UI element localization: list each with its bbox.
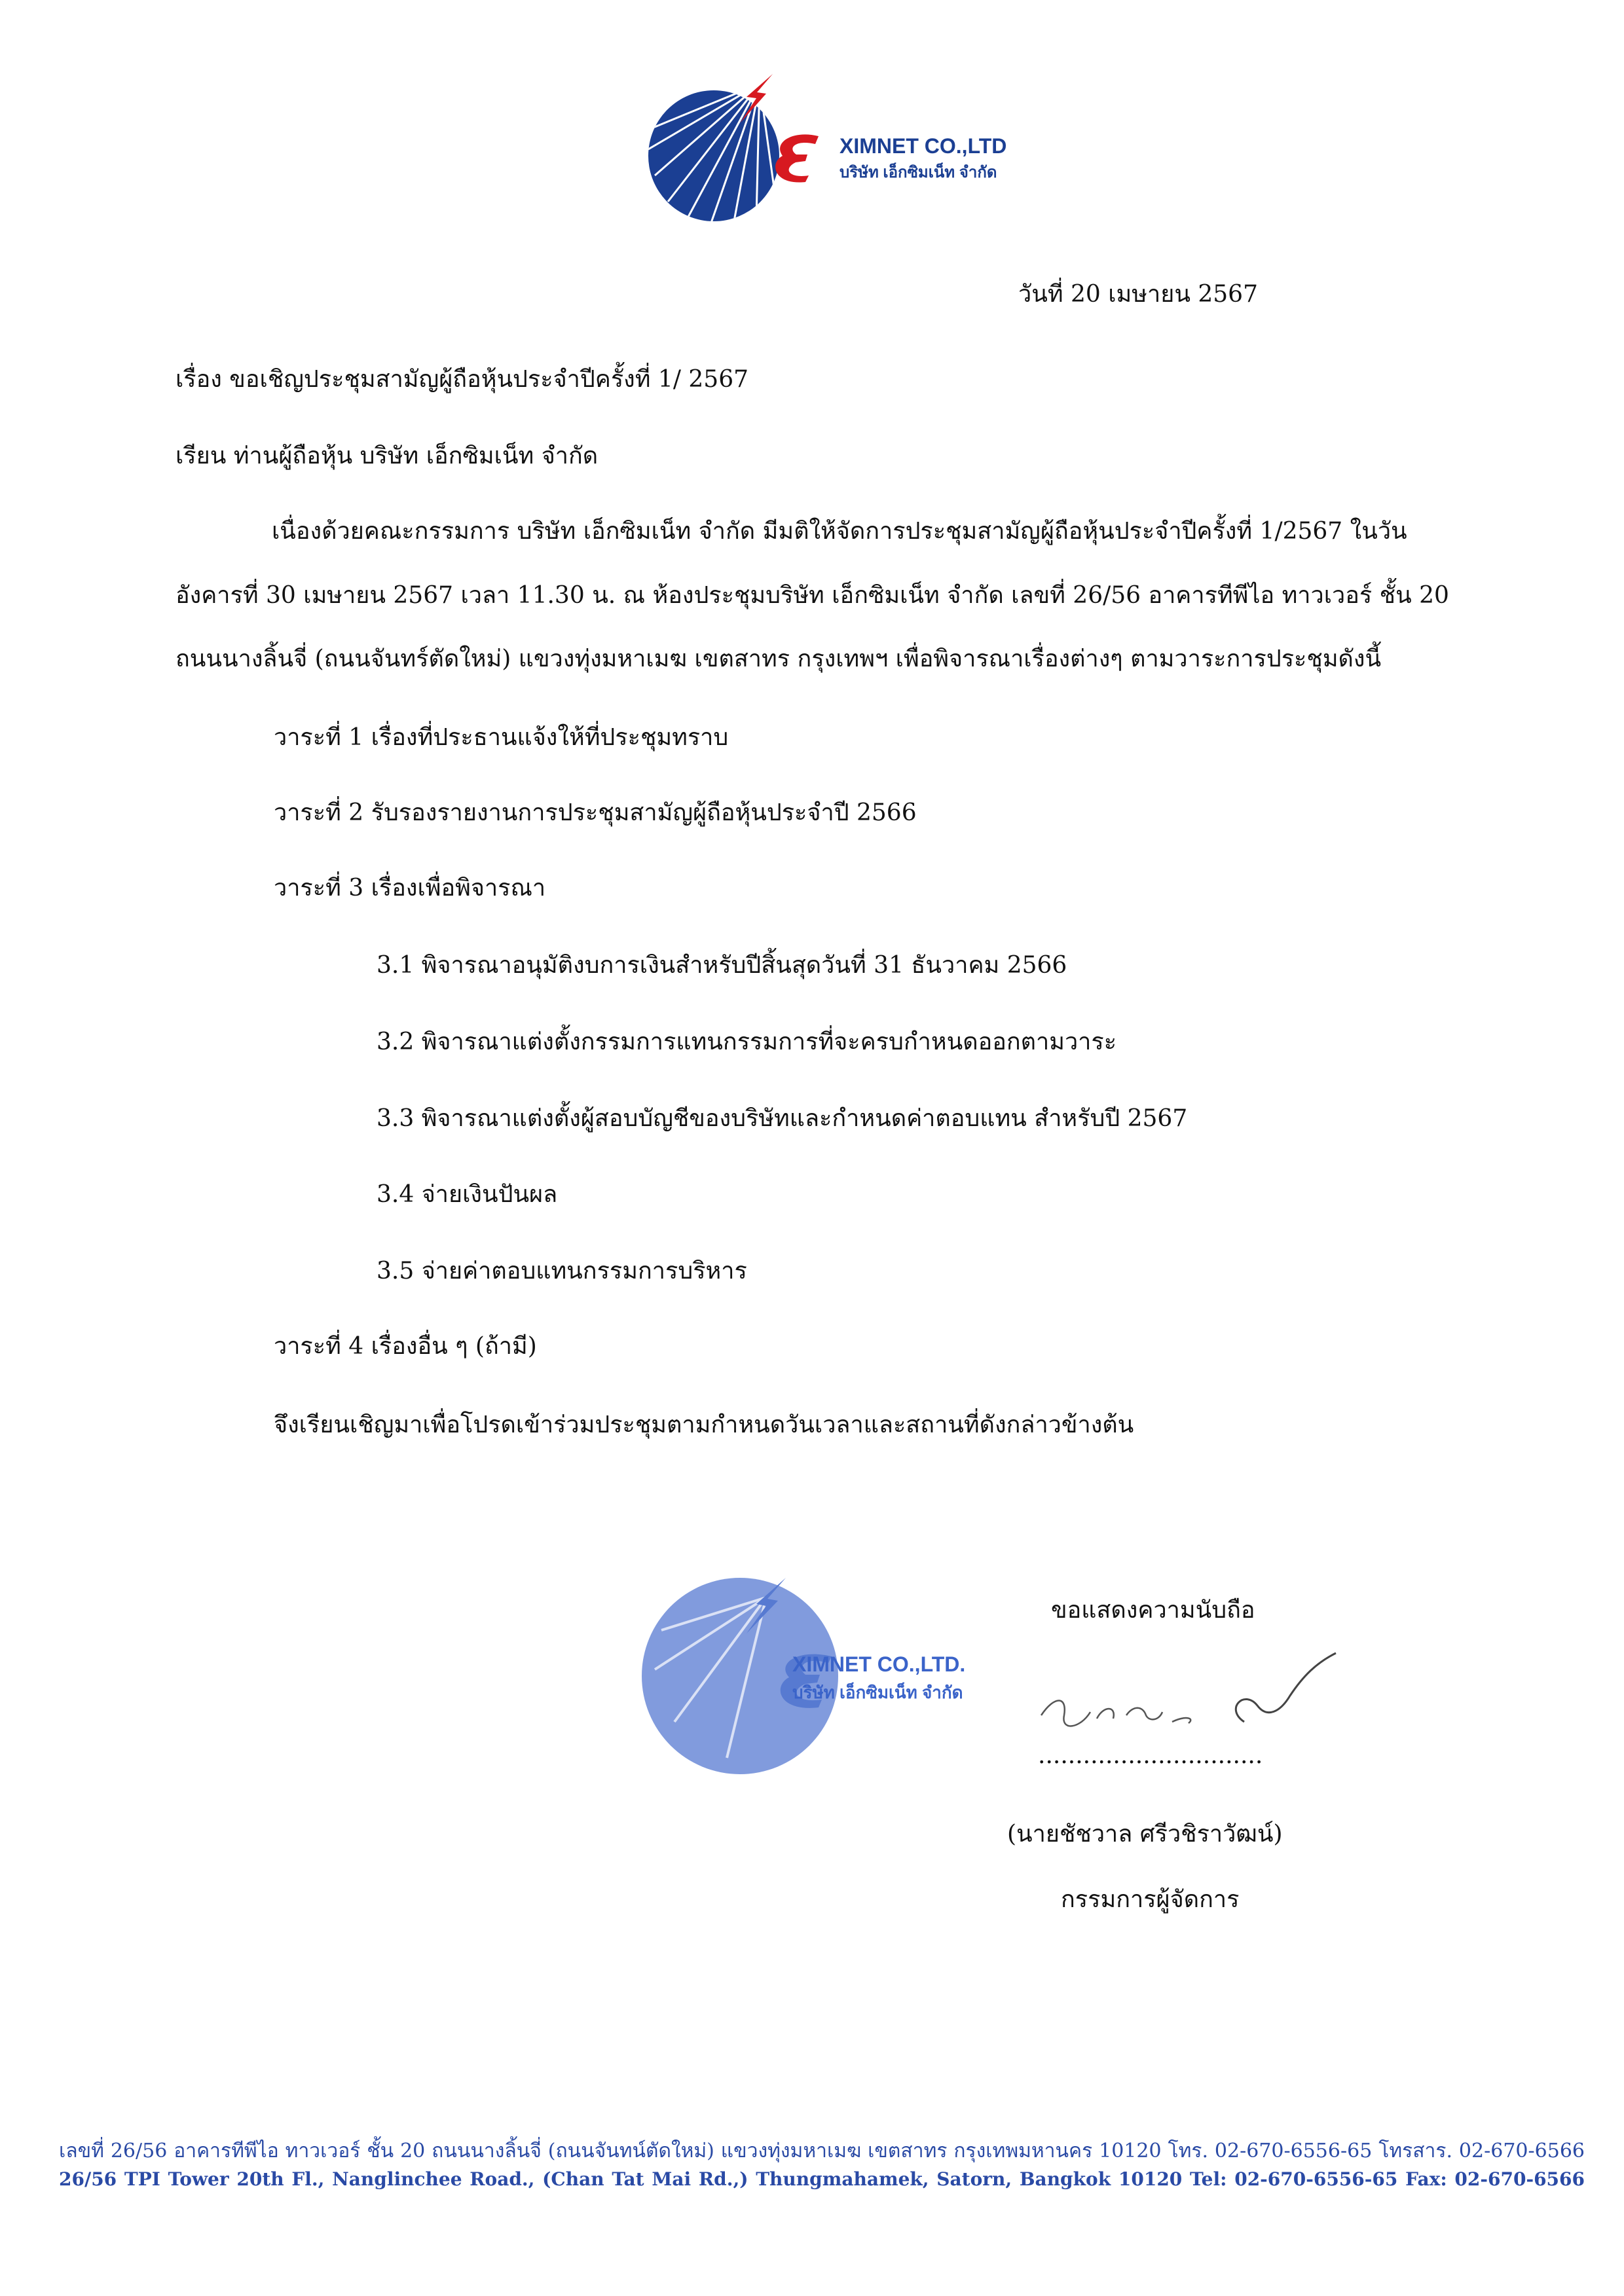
footer-address-th: เลขที่ 26/56 อาคารทีพีไอ ทาวเวอร์ ชั้น 20 ถนนนางลิ้นจี่ (ถนนจันทน์ตัดใหม่) แขวงทุ่งมหาเมฆ เขตสาทร กรุงเทพมหานคร 10120 โทร. 02-670-6556-65 โทรสาร. 02-670-6566 bbox=[59, 2140, 1585, 2162]
agenda-item: วาระที่ 2 รับรองรายงานการประชุมสามัญผู้ถือหุ้นประจำปี 2566 bbox=[274, 799, 917, 826]
sub-agenda-item: 3.4 จ่ายเงินปันผล bbox=[377, 1181, 558, 1208]
body-line-2: อังคารที่ 30 เมษายน 2567 เวลา 11.30 น. ณ ห้องประชุมบริษัท เอ็กซิมเน็ท จำกัด เลขที่ 26/56 อาคารทีพีไอ ทาวเวอร์ ชั้น 20 bbox=[175, 582, 1449, 609]
letterhead-company-en: XIMNET CO.,LTD bbox=[840, 134, 1007, 158]
body-line-1: เนื่องด้วยคณะกรรมการ บริษัท เอ็กซิมเน็ท จำกัด มีมติให้จัดการประชุมสามัญผู้ถือหุ้นประจำปีครั้งที่ 1/2567 ในวัน bbox=[272, 518, 1407, 545]
sub-agenda-item: 3.5 จ่ายค่าตอบแทนกรรมการบริหาร bbox=[377, 1258, 747, 1285]
letter-recipient: เรียน ท่านผู้ถือหุ้น บริษัท เอ็กซิมเน็ท จำกัด bbox=[175, 443, 599, 469]
sub-agenda-item: 3.3 พิจารณาแต่งตั้งผู้สอบบัญชีของบริษัทและกำหนดค่าตอบแทน สำหรับปี 2567 bbox=[377, 1105, 1188, 1132]
stamp-company-th: บริษัท เอ็กซิมเน็ท จำกัด bbox=[792, 1683, 963, 1702]
signature-line: .............................. bbox=[1038, 1742, 1263, 1769]
stamp-company-en: XIMNET CO.,LTD. bbox=[792, 1652, 966, 1676]
letterhead-company-th: บริษัท เอ็กซิมเน็ท จำกัด bbox=[840, 164, 997, 181]
agenda-item: วาระที่ 3 เรื่องเพื่อพิจารณา bbox=[274, 875, 546, 902]
handwritten-signature bbox=[1028, 1650, 1395, 1755]
agenda-item: วาระที่ 4 เรื่องอื่น ๆ (ถ้ามี) bbox=[274, 1333, 537, 1360]
signatory-title: กรรมการผู้จัดการ bbox=[1061, 1886, 1240, 1913]
sub-agenda-item: 3.2 พิจารณาแต่งตั้งกรรมการแทนกรรมการที่จะครบกำหนดออกตามวาระ bbox=[377, 1029, 1117, 1055]
signatory-name: (นายชัชวาล ศรีวชิราวัฒน์) bbox=[1007, 1821, 1283, 1848]
signoff-regards: ขอแสดงความนับถือ bbox=[1051, 1597, 1255, 1624]
body-line-3: ถนนนางลิ้นจี่ (ถนนจันทร์ตัดใหม่) แขวงทุ่งมหาเมฆ เขตสาทร กรุงเทพฯ เพื่อพิจารณาเรื่องต่างๆ ตามวาระการประชุมดังนี้ bbox=[175, 646, 1382, 672]
letter-date: วันที่ 20 เมษายน 2567 bbox=[1018, 281, 1258, 308]
footer-address-en: 26/56 TPI Tower 20th Fl., Nanglinchee Road., (Chan Tat Mai Rd.,) Thungmahamek, Satorn, Bangkok 10120 Tel: 02-670-6556-65 Fax: 02-670-6566 bbox=[59, 2168, 1585, 2190]
sub-agenda-item: 3.1 พิจารณาอนุมัติงบการเงินสำหรับปีสิ้นสุดวันที่ 31 ธันวาคม 2566 bbox=[377, 952, 1067, 979]
agenda-item: วาระที่ 1 เรื่องที่ประธานแจ้งให้ที่ประชุมทราบ bbox=[274, 724, 729, 751]
letter-subject: เรื่อง ขอเชิญประชุมสามัญผู้ถือหุ้นประจำปีครั้งที่ 1/ 2567 bbox=[175, 366, 749, 393]
closing-line: จึงเรียนเชิญมาเพื่อโปรดเข้าร่วมประชุมตามกำหนดวันเวลาและสถานที่ดังกล่าวข้างต้น bbox=[274, 1412, 1134, 1438]
